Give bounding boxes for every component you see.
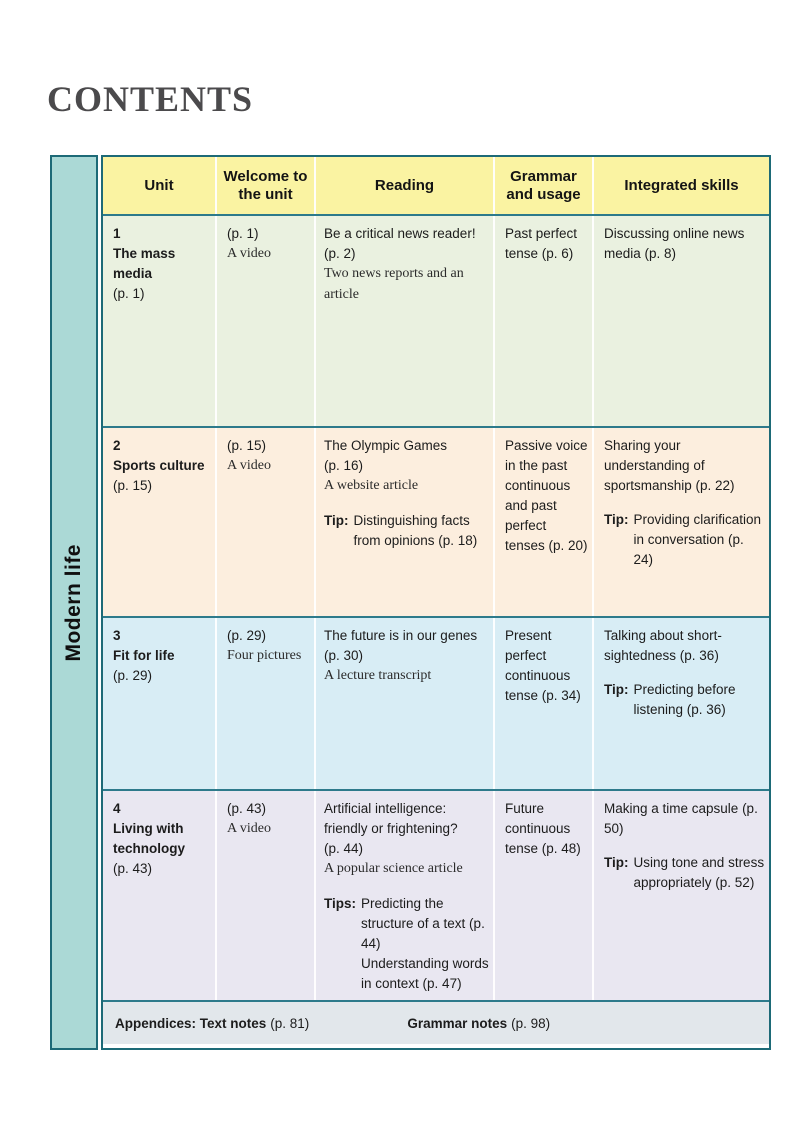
skills-main: Discussing online news media (p. 8): [604, 226, 745, 261]
contents-layout: [50, 155, 771, 1050]
unit-cell: [103, 216, 215, 426]
reading-title: The future is in our genes: [324, 628, 478, 643]
welcome-page: (p. 43): [227, 801, 267, 816]
unit-title: Sports culture: [113, 457, 205, 473]
welcome-desc: A video: [227, 245, 271, 261]
reading-cell: [314, 428, 493, 616]
skills-tip: [604, 853, 767, 893]
welcome-cell: [215, 791, 314, 1001]
appendix-text-notes: [115, 1016, 309, 1031]
skills-main: Making a time capsule (p. 50): [604, 801, 758, 836]
reading-page: (p. 16): [324, 457, 364, 473]
reading-title: Be a critical news reader!: [324, 226, 476, 241]
appendix-text-notes-page: (p. 81): [270, 1015, 310, 1031]
skills-cell: [592, 791, 769, 1001]
unit-number: 3: [113, 628, 121, 643]
grammar-cell: Passive voice in the past continuous and past perfect tenses (p. 20): [493, 428, 592, 616]
unit-cell: [103, 428, 215, 616]
grammar-cell: Past perfect tense (p. 6): [493, 216, 592, 426]
unit-cell: [103, 791, 215, 1001]
welcome-page: (p. 15): [227, 438, 267, 453]
welcome-desc: A video: [227, 820, 271, 836]
grammar-cell: Future continuous tense (p. 48): [493, 791, 592, 1001]
unit-cell: [103, 618, 215, 789]
grammar-cell: Present perfect continuous tense (p. 34): [493, 618, 592, 789]
tip-text: Predicting the structure of a text (p. 44): [361, 895, 485, 951]
tip-label: Tip:: [324, 512, 349, 528]
skills-main: Sharing your understanding of sportsmanship (p. 22): [604, 438, 735, 493]
unit-title: Fit for life: [113, 647, 175, 663]
reading-desc: Two news reports and an article: [324, 265, 464, 302]
welcome-page: (p. 29): [227, 628, 267, 643]
welcome-cell: [215, 216, 314, 426]
skills-cell: [592, 428, 769, 616]
header-skills: Integrated skills: [592, 157, 769, 214]
reading-cell: [314, 618, 493, 789]
tips-label: Tips:: [324, 895, 357, 911]
unit-title: Living with technology: [113, 820, 186, 856]
table-header-row: [103, 157, 769, 214]
appendix-row: [103, 1000, 769, 1044]
tips-texts: [361, 894, 490, 994]
appendix-grammar-notes-page: (p. 98): [511, 1015, 551, 1031]
unit-number: 1: [113, 226, 121, 241]
unit-page: (p. 15): [113, 477, 153, 493]
header-unit: Unit: [144, 176, 174, 194]
unit-title: The mass media: [113, 245, 176, 281]
reading-desc: A popular science article: [324, 860, 463, 876]
tip-text: Providing clarification in conversation (p. 24): [633, 511, 762, 567]
welcome-desc: A video: [227, 457, 271, 473]
reading-page: (p. 2): [324, 245, 356, 261]
tip-label: Tip:: [604, 681, 629, 697]
skills-cell: [592, 216, 769, 426]
skills-main: Talking about short-sightedness (p. 36): [604, 628, 722, 663]
reading-title: The Olympic Games: [324, 438, 448, 453]
contents-table: [101, 155, 771, 1050]
reading-page: (p. 30): [324, 647, 364, 663]
appendix-grammar-notes-label: Grammar notes: [407, 1015, 508, 1031]
reading-tip: [324, 511, 490, 551]
tip-text: Distinguishing facts from opinions (p. 18): [353, 512, 478, 548]
welcome-desc: Four pictures: [227, 647, 302, 663]
appendix-grammar-notes: [407, 1016, 550, 1031]
reading-cell: [314, 791, 493, 1001]
unit-page: (p. 29): [113, 667, 153, 683]
header-welcome: Welcome to the unit: [215, 157, 314, 214]
tip-text: Using tone and stress appropriately (p. 52): [633, 854, 765, 890]
skills-tip: [604, 510, 767, 570]
unit-row-3: [103, 616, 769, 789]
appendix-text-notes-label: Appendices: Text notes: [115, 1015, 267, 1031]
welcome-cell: [215, 428, 314, 616]
unit-page: (p. 1): [113, 285, 145, 301]
tip-text: Predicting before listening (p. 36): [633, 681, 736, 717]
unit-number: 4: [113, 801, 121, 816]
reading-desc: A lecture transcript: [324, 667, 432, 683]
reading-title: Artificial intelligence: friendly or frightening?: [324, 801, 458, 836]
reading-page: (p. 44): [324, 840, 364, 856]
reading-desc: A website article: [324, 477, 419, 493]
module-sidebar: [50, 155, 98, 1050]
welcome-page: (p. 1): [227, 226, 259, 241]
skills-tip: [604, 680, 767, 720]
skills-cell: [592, 618, 769, 789]
welcome-cell: [215, 618, 314, 789]
header-grammar: Grammar and usage: [493, 157, 592, 214]
tip-label: Tip:: [604, 854, 629, 870]
unit-page: (p. 43): [113, 860, 153, 876]
reading-tips: [324, 894, 490, 994]
tip-label: Tip:: [604, 511, 629, 527]
tip-text: Understanding words in context (p. 47): [361, 955, 489, 991]
unit-row-4: [103, 789, 769, 1000]
module-sidebar-label: Modern life: [62, 543, 85, 662]
unit-row-2: [103, 426, 769, 616]
reading-cell: [314, 216, 493, 426]
page-title: CONTENTS: [47, 79, 254, 119]
unit-row-1: [103, 214, 769, 426]
unit-number: 2: [113, 438, 121, 453]
header-reading: Reading: [314, 157, 493, 214]
